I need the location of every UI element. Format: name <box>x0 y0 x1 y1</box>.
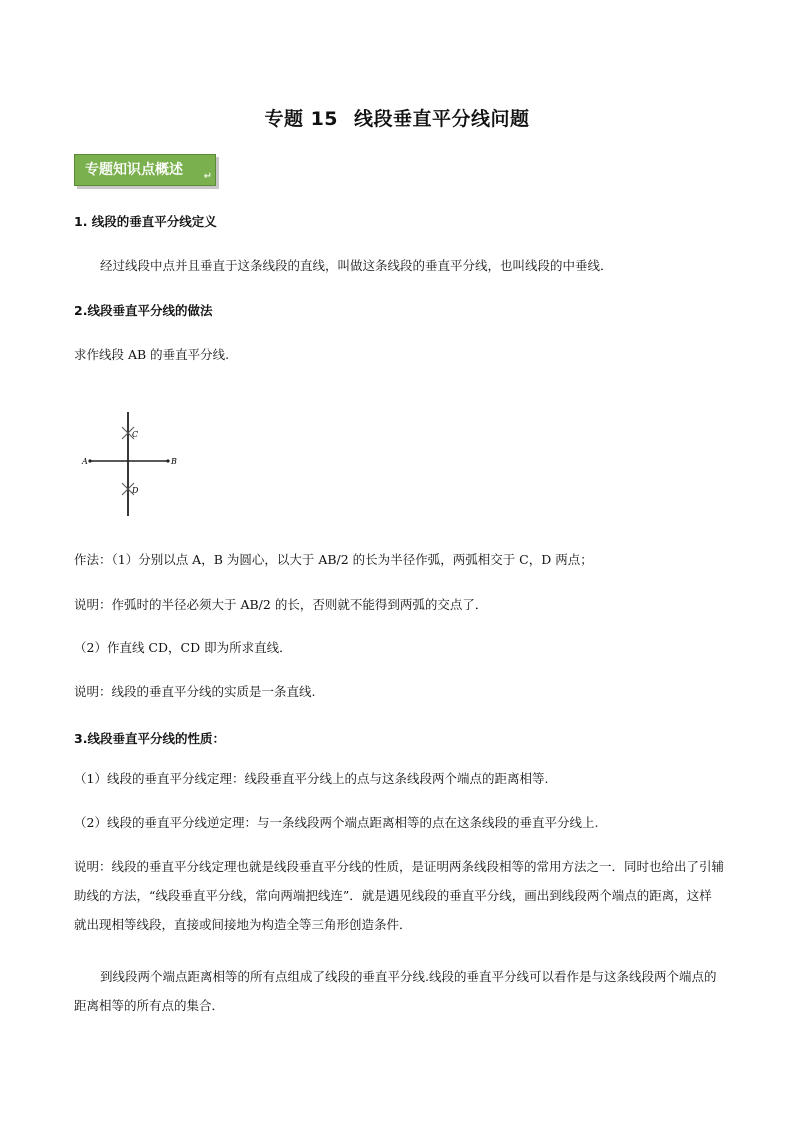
property-1: （1）线段的垂直平分线定理：线段垂直平分线上的点与这条线段两个端点的距离相等. <box>74 771 549 786</box>
perpendicular-bisector-diagram <box>80 410 190 520</box>
label-d: D <box>132 486 139 495</box>
point-a <box>88 459 91 462</box>
section-2-heading: 2.线段垂直平分线的做法 <box>74 303 213 318</box>
title-topic-number: 专题 15 <box>264 108 339 130</box>
label-c: C <box>132 430 139 439</box>
property-note: 说明：线段的垂直平分线定理也就是线段垂直平分线的性质，是证明两条线段相等的常用方法之一．同时也给出了引辅助线的方法，“线段垂直平分线，常向两端把线连”．就是遇见线段的垂直平分线，画出到线段两个端点的距离，这样就出现相等线段，直接或间接地为构造全等三角形创造条件． <box>74 859 725 932</box>
title-topic-name: 线段垂直平分线问题 <box>354 108 530 130</box>
banner-label: 专题知识点概述 <box>85 162 183 178</box>
locus-paragraph: 到线段两个端点距离相等的所有点组成了线段的垂直平分线.线段的垂直平分线可以看作是与这条线段两个端点的距离相等的所有点的集合． <box>74 969 717 1013</box>
section-1-text: 经过线段中点并且垂直于这条线段的直线，叫做这条线段的垂直平分线，也叫线段的中垂线． <box>100 258 613 273</box>
section-banner <box>74 154 216 186</box>
label-b: B <box>171 457 177 466</box>
label-a: A <box>82 457 88 466</box>
construction-note-1: 说明：作弧时的半径必须大于 AB/2 的长，否则就不能得到两弧的交点了． <box>74 597 488 612</box>
property-2: （2）线段的垂直平分线逆定理：与一条线段两个端点距离相等的点在这条线段的垂直平分线上. <box>74 815 599 830</box>
section-2-prompt: 求作线段 AB 的垂直平分线. <box>74 347 230 362</box>
construction-step-2: （2）作直线 CD，CD 即为所求直线． <box>74 640 292 655</box>
section-1-heading: 1. 线段的垂直平分线定义 <box>74 214 217 229</box>
point-b <box>166 459 169 462</box>
construction-note-2: 说明：线段的垂直平分线的实质是一条直线. <box>74 684 316 699</box>
section-3-heading: 3.线段垂直平分线的性质： <box>74 731 225 746</box>
page-title <box>0 104 794 131</box>
return-mark-icon: ↵ <box>203 171 212 182</box>
construction-step-1: 作法：（1）分别以点 A，B 为圆心，以大于 AB/2 的长为半径作弧，两弧相交于 C，D 两点； <box>74 552 593 567</box>
